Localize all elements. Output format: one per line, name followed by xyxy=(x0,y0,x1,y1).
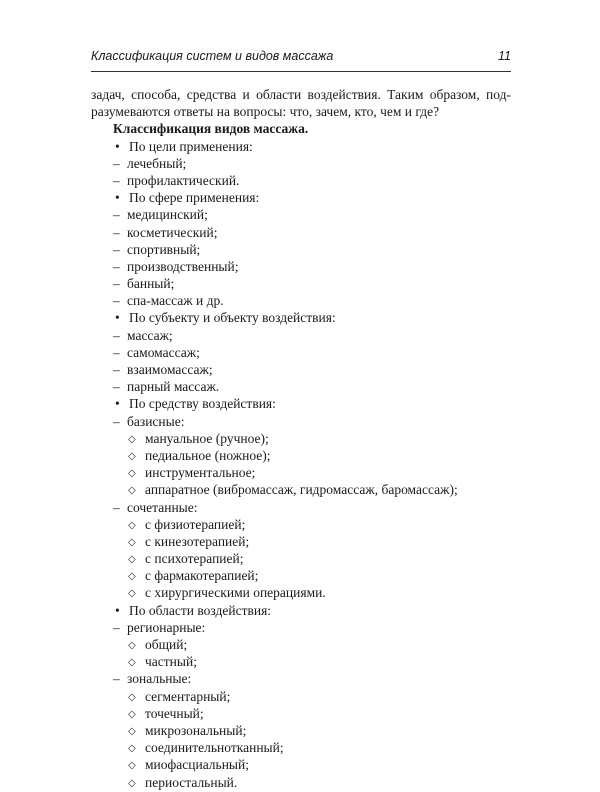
list-subitem-text: частный; xyxy=(145,654,197,670)
list-subitem xyxy=(91,705,511,722)
list-item-text: парный массаж. xyxy=(127,379,220,395)
list-subgroup-heading xyxy=(91,413,511,430)
list-subitem xyxy=(91,653,511,670)
list-subitem-marker: ◇ xyxy=(128,588,136,600)
intro-paragraph xyxy=(91,86,511,120)
list-item xyxy=(91,206,511,223)
list-item-marker: – xyxy=(113,207,120,223)
list-subitem-text: с психотерапией; xyxy=(145,551,244,567)
list-subitem xyxy=(91,774,511,791)
list-subitem-marker: ◇ xyxy=(128,657,136,669)
list-subitem-marker: ◇ xyxy=(128,708,136,720)
list-subgroup-heading xyxy=(91,619,511,636)
list-item-marker: – xyxy=(113,276,120,292)
list-group-heading-text: По средству воздействия: xyxy=(129,396,276,412)
list-subgroup-heading-text: регионарные: xyxy=(127,619,206,635)
list-item xyxy=(91,292,511,309)
list-subitem xyxy=(91,464,511,481)
list-subitem-marker: ◇ xyxy=(128,571,136,583)
list-item-marker: – xyxy=(113,172,120,188)
list-subitem-marker: ◇ xyxy=(128,743,136,755)
list-subitem-text: периостальный. xyxy=(145,774,238,790)
list-item xyxy=(91,378,511,395)
list-subitem xyxy=(91,584,511,601)
list-subitem xyxy=(91,447,511,464)
list-group-heading-text: По субъекту и объекту воздействия: xyxy=(129,310,336,326)
list-subitem-marker: ◇ xyxy=(128,450,136,462)
list-subitem xyxy=(91,636,511,653)
list-group-heading xyxy=(91,138,511,155)
list-group-heading-marker: • xyxy=(115,190,120,206)
list-item-marker: – xyxy=(113,293,120,309)
list-group-heading xyxy=(91,602,511,619)
list-item xyxy=(91,344,511,361)
list-item xyxy=(91,224,511,241)
body-text xyxy=(91,86,511,791)
list-subitem-text: инструментальное; xyxy=(145,465,256,481)
list-group-heading-marker: • xyxy=(115,138,120,154)
list-subitem-text: с физиотерапией; xyxy=(145,516,246,532)
list-subitem xyxy=(91,516,511,533)
list-subitem-text: общий; xyxy=(145,637,188,653)
list-subgroup-heading-text: сочетанные: xyxy=(127,499,198,515)
list-subitem-text: соединительнотканный; xyxy=(145,740,284,756)
header-rule xyxy=(91,71,511,72)
list-group-heading xyxy=(91,395,511,412)
list-subgroup-heading-text: зональные: xyxy=(127,671,192,687)
list-subitem-marker: ◇ xyxy=(128,536,136,548)
list-group-heading xyxy=(91,309,511,326)
list-item-marker: – xyxy=(113,362,120,378)
list-item-text: производственный; xyxy=(127,258,239,274)
list-subitem-marker: ◇ xyxy=(128,691,136,703)
list-group-heading-text: По цели применения: xyxy=(129,138,253,154)
list-group-heading xyxy=(91,189,511,206)
list-subitem-marker: ◇ xyxy=(128,485,136,497)
list-subitem xyxy=(91,688,511,705)
list-subgroup-heading-text: базисные: xyxy=(127,413,185,429)
list-item-text: спортивный; xyxy=(127,241,201,257)
classification-list xyxy=(91,138,511,791)
list-subitem xyxy=(91,481,511,498)
list-group-heading-text: По сфере применения: xyxy=(129,190,260,206)
list-group-heading-marker: • xyxy=(115,396,120,412)
list-item xyxy=(91,155,511,172)
list-subitem xyxy=(91,722,511,739)
list-subitem-text: с хирургическими операциями. xyxy=(145,585,326,601)
list-item-text: банный; xyxy=(127,276,175,292)
list-item xyxy=(91,327,511,344)
list-subitem-text: мануальное (ручное); xyxy=(145,430,269,446)
list-subitem-text: микрозональный; xyxy=(145,722,247,738)
list-subitem-marker: ◇ xyxy=(128,554,136,566)
list-item-marker: – xyxy=(113,327,120,343)
list-item-marker: – xyxy=(113,241,120,257)
intro-line: разумеваются ответы на вопросы: что, зачем, кто, чем и где? xyxy=(91,104,440,120)
list-item-text: медицинский; xyxy=(127,207,208,223)
list-subitem-text: сегментарный; xyxy=(145,688,231,704)
list-subitem xyxy=(91,567,511,584)
list-subgroup-heading-marker: – xyxy=(113,619,120,635)
list-subitem-text: точечный; xyxy=(145,705,204,721)
list-subitem-text: аппаратное (вибромассаж, гидромассаж, баромассаж); xyxy=(145,482,458,498)
list-subitem-text: с фармакотерапией; xyxy=(145,568,259,584)
list-item-marker: – xyxy=(113,258,120,274)
list-subitem-marker: ◇ xyxy=(128,760,136,772)
list-subitem-text: с кинезотерапией; xyxy=(145,533,250,549)
list-subitem xyxy=(91,756,511,773)
list-subitem-text: педиальное (ножное); xyxy=(145,447,271,463)
list-item xyxy=(91,258,511,275)
list-item-text: профилактический. xyxy=(127,172,240,188)
list-subgroup-heading-marker: – xyxy=(113,499,120,515)
list-subgroup-heading xyxy=(91,670,511,687)
list-item-text: самомассаж; xyxy=(127,344,200,360)
list-subitem-marker: ◇ xyxy=(128,725,136,737)
list-item-marker: – xyxy=(113,224,120,240)
list-subgroup-heading-marker: – xyxy=(113,413,120,429)
list-subitem xyxy=(91,430,511,447)
list-subitem xyxy=(91,550,511,567)
list-subgroup-heading xyxy=(91,499,511,516)
list-item-text: лечебный; xyxy=(127,155,187,171)
list-subitem-marker: ◇ xyxy=(128,640,136,652)
list-item xyxy=(91,172,511,189)
list-item-text: косметический; xyxy=(127,224,218,240)
list-group-heading-marker: • xyxy=(115,310,120,326)
list-subitem-marker: ◇ xyxy=(128,519,136,531)
list-item-marker: – xyxy=(113,344,120,360)
list-item-text: массаж; xyxy=(127,327,173,343)
list-group-heading-marker: • xyxy=(115,602,120,618)
list-group-heading-text: По области воздействия: xyxy=(129,602,272,618)
list-item-text: спа-массаж и др. xyxy=(127,293,224,309)
running-head xyxy=(91,47,511,69)
list-subitem-marker: ◇ xyxy=(128,777,136,789)
list-subitem-marker: ◇ xyxy=(128,433,136,445)
list-subitem xyxy=(91,533,511,550)
intro-line: задач, способа, средства и области воздействия. Таким образом, под- xyxy=(91,87,511,102)
list-item-text: взаимомассаж; xyxy=(127,362,213,378)
running-head-title: Классификация систем и видов массажа xyxy=(91,49,334,63)
list-item-marker: – xyxy=(113,379,120,395)
section-heading: Классификация видов массажа. xyxy=(113,121,309,137)
list-subitem xyxy=(91,739,511,756)
list-item-marker: – xyxy=(113,155,120,171)
list-item xyxy=(91,275,511,292)
list-subitem-marker: ◇ xyxy=(128,468,136,480)
list-subgroup-heading-marker: – xyxy=(113,671,120,687)
page-number: 11 xyxy=(498,49,511,63)
list-subitem-text: миофасциальный; xyxy=(145,757,249,773)
list-item xyxy=(91,361,511,378)
list-item xyxy=(91,241,511,258)
